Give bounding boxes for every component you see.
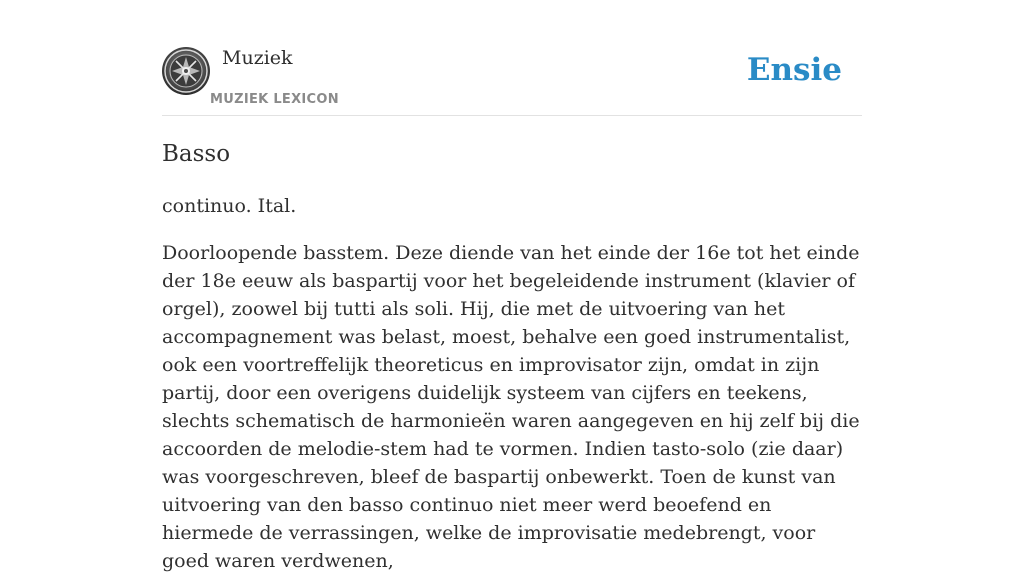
emblem-icon (162, 47, 210, 95)
entry-paragraph: continuo. Ital. (162, 195, 297, 217)
header (162, 40, 862, 116)
book-subtitle[interactable]: MUZIEK LEXICON (210, 92, 339, 107)
entry-content (162, 138, 867, 575)
entry-paragraph: Doorloopende basstem. Deze diende van het einde der 16e tot het einde der 18e eeuw als baspartij voor het begeleidende instrument (klavier of orgel), zoowel bij tutti als soli. Hij, die met de uitvoering van het accompagnement was belast, moest, behalve een goed instrumentalist, ook een voortreffelijk theoreticus en improvisator zijn, omdat in zijn partij, door een overigens duidelijk systeem van cijfers en teekens, slechts schematisch de harmonieën waren aangegeven en hij zelf bij die accoorden de melodie-stem had te vormen. Indien tasto-solo (zie daar) was voorgeschreven, bleef de baspartij onbewerkt. Toen de kunst van uitvoering van den basso continuo niet meer werd beoefend en hiermede de verrassingen, welke de improvisatie medebrengt, voor goed waren verdwenen, (162, 242, 860, 572)
book-logo[interactable] (162, 47, 210, 95)
entry-title: Basso (162, 141, 231, 167)
book-title[interactable]: Muziek (222, 47, 293, 69)
brand-logo[interactable]: Ensie (746, 52, 842, 88)
